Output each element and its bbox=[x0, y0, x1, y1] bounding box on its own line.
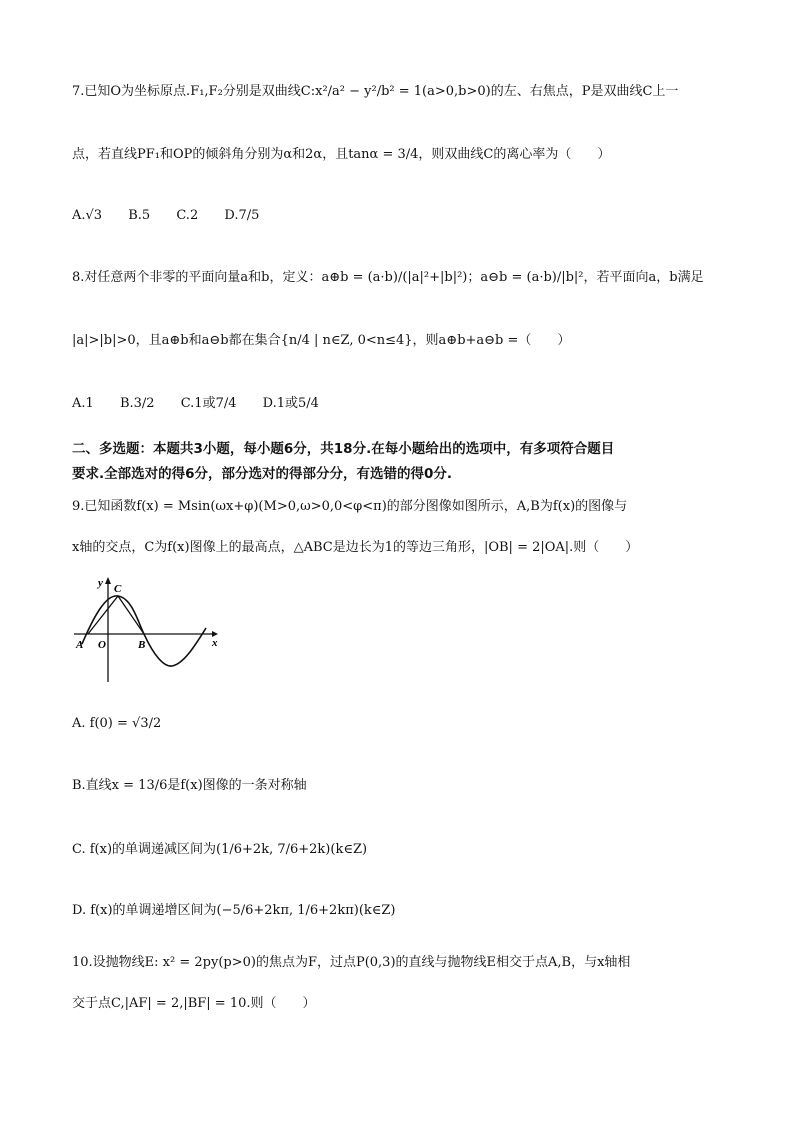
q7-line2-text: 点，若直线PF₁和OP的倾斜角分别为α和2α，且tanα = 3/4，则双曲线C的离心率为（ ） bbox=[72, 147, 611, 162]
section2-heading-line2 bbox=[72, 464, 452, 484]
q8-line1-text: 8.对任意两个非零的平面向量a和b，定义：a⊕b = (a·b)/(|a|²+|b|²)；a⊖b = (a·b)/|b|²，若平面向a，b满足 bbox=[72, 270, 704, 285]
q10-line2-text: 交于点C,|AF| = 2,|BF| = 10.则（ ） bbox=[72, 996, 316, 1011]
q9-line2-text: x轴的交点，C为f(x)图像上的最高点，△ABC是边长为1的等边三角形，|OB| = 2|OA|.则（ ） bbox=[72, 540, 639, 555]
y-axis-arrow bbox=[105, 577, 111, 584]
q9-option-d-text: D. f(x)的单调递增区间为(−5/6+2kπ, 1/6+2kπ)(k∈Z) bbox=[72, 903, 396, 918]
label-x: x bbox=[212, 637, 218, 649]
section2-line2-text: 要求.全部选对的得6分，部分选对的得部分分，有选错的得0分. bbox=[72, 466, 453, 482]
q8-option-c: C.1或7/4 bbox=[180, 396, 237, 411]
q9-sine-graph bbox=[72, 572, 222, 687]
q9-option-c-text: C. f(x)的单调递减区间为(1/6+2k, 7/6+2k)(k∈Z) bbox=[72, 842, 368, 857]
label-a: A bbox=[76, 639, 84, 651]
q9-line1-text: 9.已知函数f(x) = Msin(ωx+φ)(M>0,ω>0,0<φ<π)的部分图像如图所示，A,B为f(x)的图像与 bbox=[72, 499, 628, 514]
label-o: O bbox=[98, 639, 106, 651]
q7-option-c: C.2 bbox=[176, 208, 199, 223]
q10-line1-text: 10.设抛物线E: x² = 2py(p>0)的焦点为F，过点P(0,3)的直线与抛物线E相交于点A,B，与x轴相 bbox=[72, 955, 631, 970]
q10-line2 bbox=[72, 994, 316, 1014]
q8-option-d: D.1或5/4 bbox=[262, 396, 319, 411]
q7-line1-text: 7.已知O为坐标原点.F₁,F₂分别是双曲线C:x²/a² − y²/b² = 1(a>0,b>0)的左、右焦点，P是双曲线C上一 bbox=[72, 84, 679, 99]
q10-line1 bbox=[72, 953, 630, 973]
q9-option-a-text: A. f(0) = √3/2 bbox=[72, 716, 162, 731]
q8-line2 bbox=[72, 331, 570, 351]
q9-option-c bbox=[72, 840, 367, 860]
section2-heading-line1 bbox=[72, 439, 614, 459]
q8-options bbox=[72, 394, 341, 414]
q7-option-a: A.√3 bbox=[72, 208, 103, 223]
q8-option-a: A.1 bbox=[72, 396, 94, 411]
label-c: C bbox=[114, 583, 122, 595]
q9-option-d bbox=[72, 901, 396, 921]
q7-option-d: D.7/5 bbox=[224, 208, 260, 223]
q8-option-b: B.3/2 bbox=[119, 396, 155, 411]
sine-curve bbox=[82, 596, 206, 666]
q9-line2 bbox=[72, 538, 638, 558]
q8-line1 bbox=[72, 268, 704, 288]
label-b: B bbox=[138, 639, 146, 651]
q7-options bbox=[72, 206, 281, 226]
q7-option-b: B.5 bbox=[128, 208, 151, 223]
q9-option-b bbox=[72, 776, 307, 796]
q9-option-b-text: B.直线x = 13/6是f(x)图像的一条对称轴 bbox=[72, 778, 307, 793]
q7-line1 bbox=[72, 82, 678, 102]
q9-line1 bbox=[72, 497, 627, 517]
q7-line2 bbox=[72, 145, 610, 165]
q8-line2-text: |a|>|b|>0，且a⊕b和a⊖b都在集合{n/4 | n∈Z, 0<n≤4}，则a⊕b+a⊖b =（ ） bbox=[72, 333, 571, 348]
q9-option-a bbox=[72, 714, 161, 734]
section2-line1-text: 二、多选题：本题共3小题，每小题6分，共18分.在每小题给出的选项中，有多项符合题目 bbox=[72, 441, 615, 457]
label-y: y bbox=[98, 577, 103, 589]
